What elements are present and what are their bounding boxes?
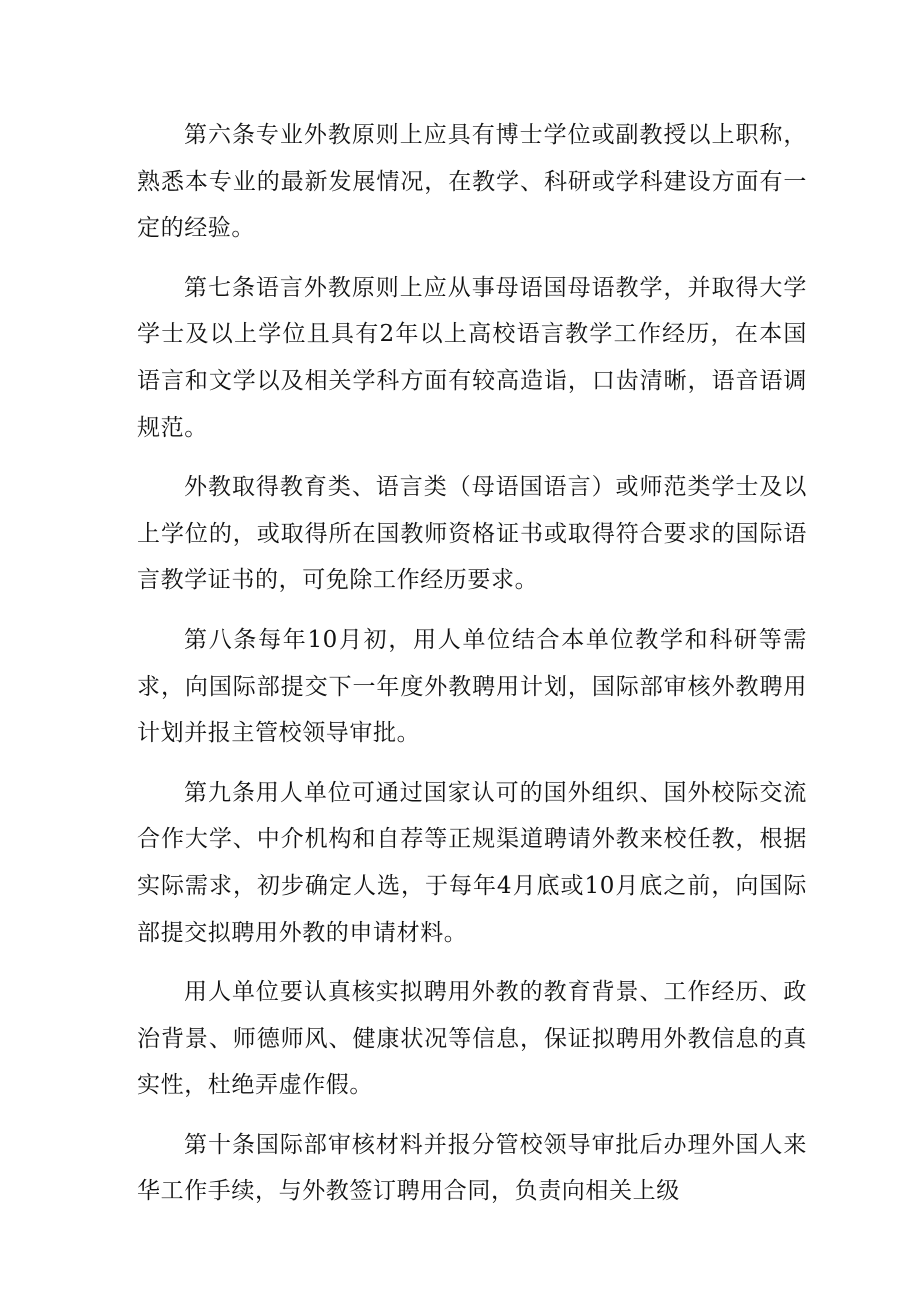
document-body	[137, 112, 807, 1228]
article-9-verification-paragraph: 用人单位要认真核实拟聘用外教的教育背景、工作经历、政治背景、师德师风、健康状况等信息，保证拟聘用外教信息的真实性，杜绝弄虚作假。	[137, 979, 807, 1099]
article-9-paragraph: 第九条用人单位可通过国家认可的国外组织、国外校际交流合作大学、中介机构和自荐等正规渠道聘请外教来校任教，根据实际需求，初步确定人选，于每年4月底或10月底之前，向国际部提交拟聘用外教的申请材料。	[137, 779, 807, 946]
article-6-paragraph: 第六条专业外教原则上应具有博士学位或副教授以上职称，熟悉本专业的最新发展情况，在教学、科研或学科建设方面有一定的经验。	[137, 122, 807, 242]
article-7-paragraph: 第七条语言外教原则上应从事母语国母语教学，并取得大学学士及以上学位且具有2年以上高校语言教学工作经历，在本国语言和文学以及相关学科方面有较高造诣，口齿清晰，语音语调规范。	[137, 274, 807, 441]
article-7-exemption-paragraph: 外教取得教育类、语言类（母语国语言）或师范类学士及以上学位的，或取得所在国教师资格证书或取得符合要求的国际语言教学证书的，可免除工作经历要求。	[137, 474, 807, 594]
article-8-paragraph: 第八条每年10月初，用人单位结合本单位教学和科研等需求，向国际部提交下一年度外教聘用计划，国际部审核外教聘用计划并报主管校领导审批。	[137, 626, 807, 747]
article-10-paragraph: 第十条国际部审核材料并报分管校领导审批后办理外国人来华工作手续，与外教签订聘用合同，负责向相关上级	[137, 1131, 807, 1205]
